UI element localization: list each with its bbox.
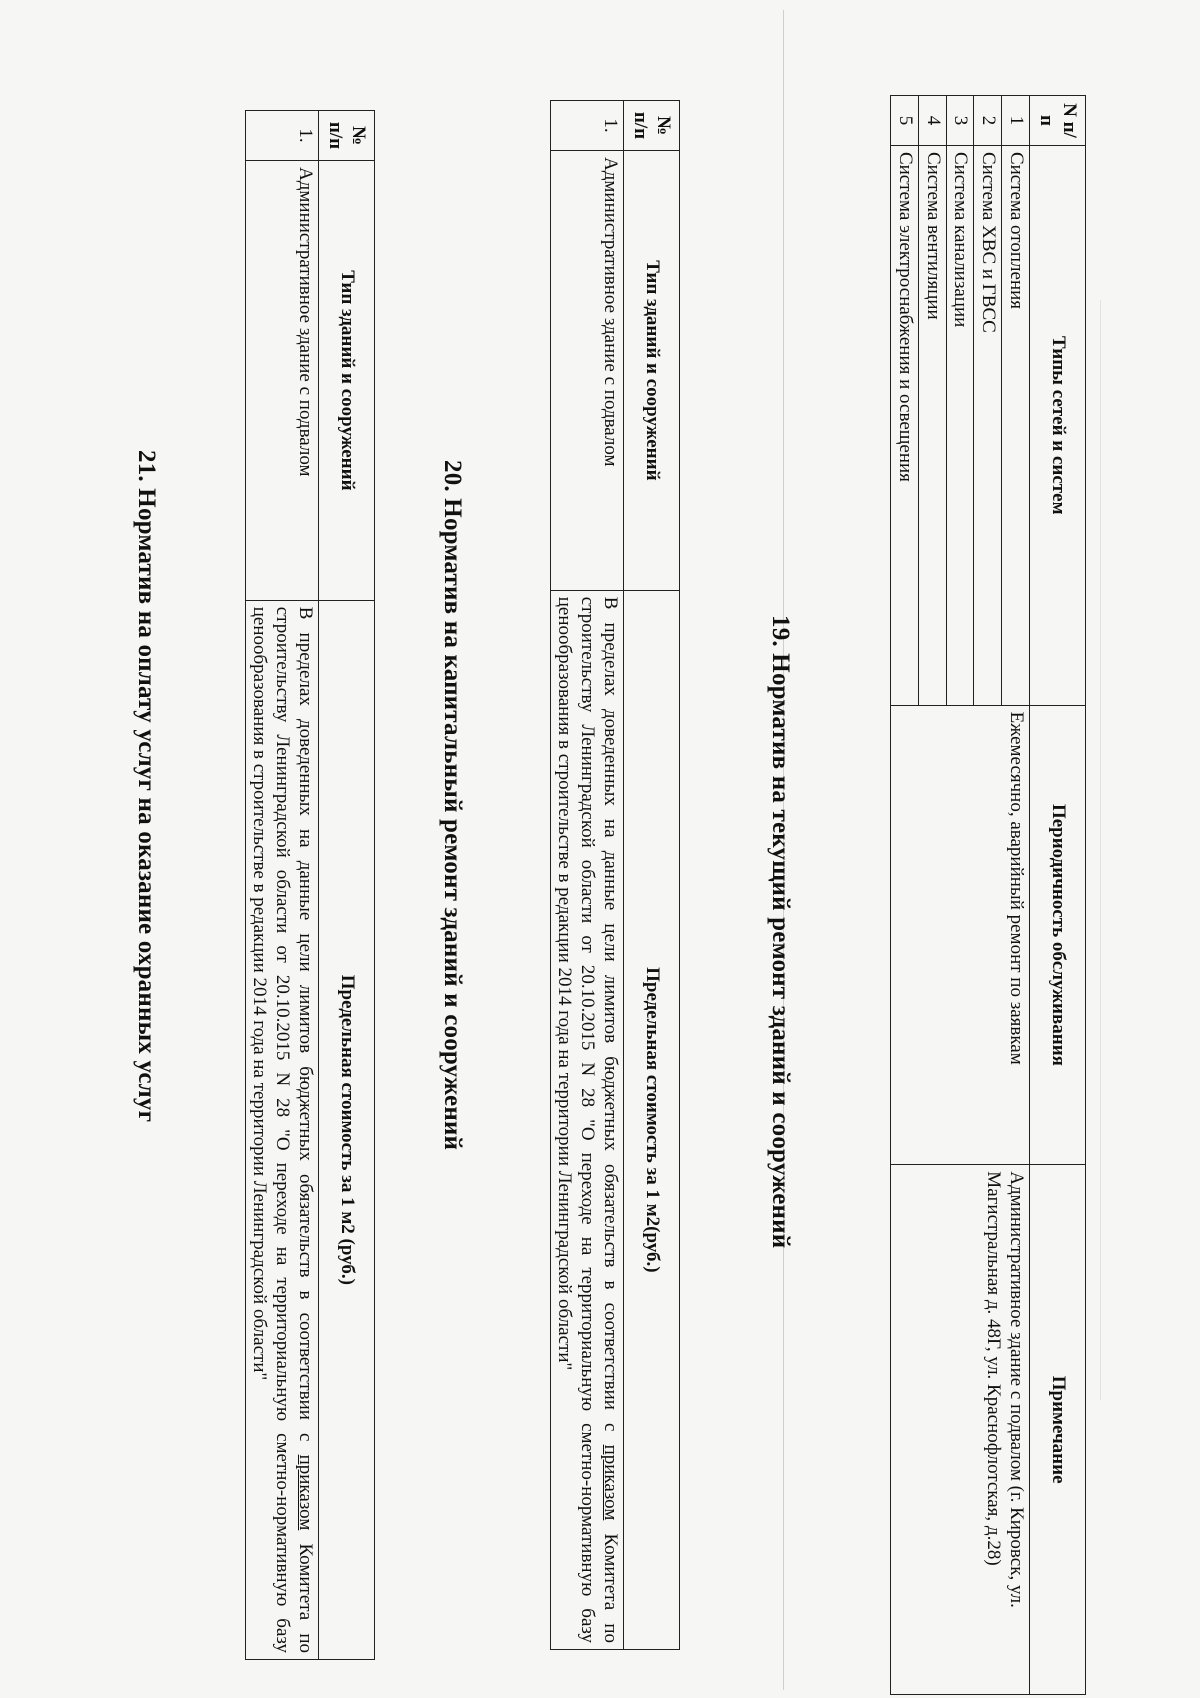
table-section-19	[890, 95, 1086, 1695]
cost-cell	[245, 600, 318, 1659]
header-periodicity: Периодичность обслуживания	[1030, 705, 1086, 1165]
header-network-type: Типы сетей и систем	[1030, 145, 1086, 705]
header-note: Примечание	[1030, 1165, 1086, 1695]
table-section-20	[550, 100, 680, 1650]
cost-text-end: Комитета по строительству Ленинградской области от 20.10.2015 N 28 "О переходе на территориальную сметно-нормативную базу ценообразования в строительстве в редакции 2014 года на территории Ленинградской области"	[249, 606, 316, 1653]
order-link[interactable]: приказом	[295, 1454, 316, 1531]
row-num: 4	[918, 96, 946, 146]
cost-text-end: Комитета по строительству Ленинградской области от 20.10.2015 N 28 "О переходе на территориальную сметно-нормативную базу ценообразования в строительстве в редакции 2014 года на территории Ленинградской области"	[554, 596, 621, 1643]
table-row	[245, 111, 318, 1660]
row-type: Система вентиляции	[918, 145, 946, 705]
row-type: Система канализации	[946, 145, 974, 705]
section-21-title: 21. Норматив на оплату услуг на оказание охранных услуг	[133, 450, 160, 1123]
row-type: Административное здание с подвалом	[550, 150, 623, 590]
header-num: № п/п	[624, 101, 680, 151]
header-num: N п/п	[1030, 96, 1086, 146]
cost-text-start: В пределах доведенных на данные цели лимитов бюджетных обязательств в соответствии с	[295, 606, 316, 1455]
row-num: 1.	[245, 111, 318, 161]
row-type: Административное здание с подвалом	[245, 160, 318, 600]
header-cost: Предельная стоимость за 1 м2 (руб.)	[319, 600, 375, 1659]
table-row	[1002, 96, 1030, 1695]
order-link[interactable]: приказом	[600, 1444, 621, 1521]
header-building-type: Тип зданий и сооружений	[624, 150, 680, 590]
row-num: 3	[946, 96, 974, 146]
row-num: 2	[974, 96, 1002, 146]
row-num: 1	[1002, 96, 1030, 146]
row-type: Система отопления	[1002, 145, 1030, 705]
section-19-title: 19. Норматив на текущий ремонт зданий и сооружений	[767, 615, 794, 1249]
table-section-21	[245, 110, 375, 1660]
row-num: 1.	[550, 101, 623, 151]
header-cost: Предельная стоимость за 1 м2(руб.)	[624, 590, 680, 1649]
periodicity-cell: Ежемесячно, аварийный ремонт по заявкам	[891, 705, 1030, 1165]
header-num: № п/п	[319, 111, 375, 161]
row-num: 5	[891, 96, 919, 146]
note-cell: Административное здание с подвалом (г. Кировск, ул. Магистральная д. 48Г, ул. Краснофлотская, д.28)	[891, 1165, 1030, 1695]
section-20-title: 20. Норматив на капитальный ремонт зданий и сооружений	[439, 460, 466, 1151]
table-row	[550, 101, 623, 1650]
cost-text-start: В пределах доведенных на данные цели лимитов бюджетных обязательств в соответствии с	[600, 596, 621, 1445]
row-type: Система электроснабжения и освещения	[891, 145, 919, 705]
cost-cell	[550, 590, 623, 1649]
row-type: Система ХВС и ГВСС	[974, 145, 1002, 705]
header-building-type: Тип зданий и сооружений	[319, 160, 375, 600]
